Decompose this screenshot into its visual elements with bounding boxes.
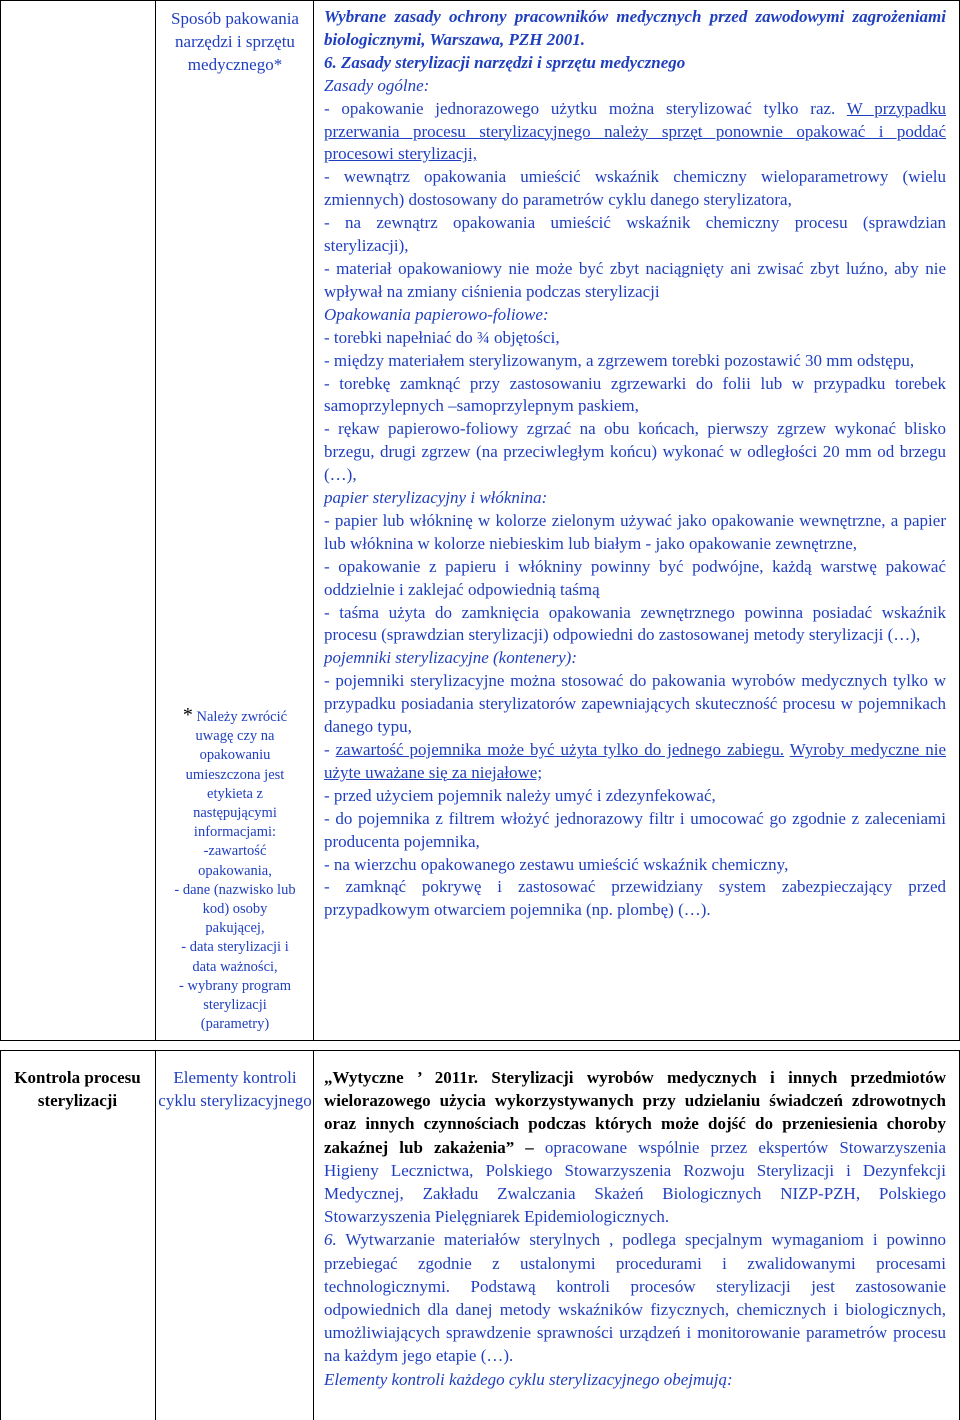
footnote-star: *	[182, 704, 193, 726]
rule-item: - na wierzchu opakowanego zestawu umieścić wskaźnik chemiczny,	[324, 854, 789, 874]
rule-item: - wewnątrz opakowania umieścić wskaźnik chemiczny wieloparametrowy (wielu zmiennych) dostosowany do parametrów cyklu danego sterylizatora,	[324, 167, 946, 210]
left-category-cell	[0, 0, 155, 1040]
cycle-control-cell	[157, 1050, 313, 1420]
rule-item: - przed użyciem pojemnik należy umyć i zdezynfekować,	[324, 785, 716, 805]
rule-item: - materiał opakowaniowy nie może być zbyt naciągnięty ani zwisać zbyt luźno, aby nie wpływał na zmiany ciśnienia podczas sterylizacji	[324, 258, 946, 301]
rule-item: - torebki napełniać do ¾ objętości,	[324, 327, 560, 347]
rule-item: - między materiałem sterylizowanym, a zgrzewem torebki pozostawić 30 mm odstępu,	[324, 350, 915, 370]
note-line: umieszczona jest	[185, 766, 285, 783]
rule-item: - pojemniki sterylizacyjne można stosować do pakowania wyrobów medycznych tylko w przypadku posiadania sterylizatorów zapewniających skuteczność procesu w pojemnikach danego typu,	[324, 671, 946, 737]
table-divider-1	[155, 0, 156, 1040]
rule-item: - torebkę zamknąć przy zastosowaniu zgrzewarki do folii lub w przypadku torebek samoprzylepnych –samoprzylepnym paskiem,	[324, 373, 946, 416]
note-line: następującymi	[193, 805, 277, 822]
cycle-control-title: Elementy kontroli cyklu sterylizacyjnego	[158, 1068, 312, 1110]
note-line: Należy zwrócić	[196, 709, 288, 725]
note-line: kod) osoby	[202, 901, 268, 918]
note-line: - wybrany program	[179, 977, 291, 994]
note-line: data ważności,	[192, 958, 278, 975]
process-control-title: Kontrola procesu sterylizacji	[14, 1068, 141, 1110]
note-line: sterylizacji	[203, 997, 267, 1014]
source-reference: Wybrane zasady ochrony pracowników medycznych przed zawodowymi zagrożeniami biologicznymi, Warszawa, PZH 2001.	[324, 7, 946, 49]
packaging-method-cell	[157, 0, 313, 1040]
note-line: pakującej,	[205, 920, 265, 937]
note-line: opakowaniu	[199, 747, 271, 764]
note-line: opakowania,	[198, 862, 272, 879]
note-line: - data sterylizacji i	[181, 939, 289, 956]
note-line: uwagę czy na	[195, 728, 275, 745]
rule-item: - na zewnątrz opakowania umieścić wskaźnik chemiczny procesu (sprawdzian sterylizacji),	[324, 213, 946, 256]
note-line: informacjami:	[193, 824, 277, 841]
table-divider-4	[313, 1050, 314, 1420]
label-info-note	[157, 706, 313, 1034]
section-title: 6. Zasady sterylizacji narzędzi i sprzętu medycznego	[324, 52, 686, 72]
wrap-heading: papier sterylizacyjny i włóknina:	[324, 488, 548, 508]
rule-item: - rękaw papierowo-foliowy zgrzać na obu końcach, pierwszy zgrzew wykonać blisko brzegu, drugi zgrzew (na przeciwległym końcu) wykonać w odległości 20 mm od brzegu (…),	[324, 419, 946, 485]
table-divider-3	[155, 1050, 156, 1420]
container-heading: pojemniki sterylizacyjne (kontenery):	[324, 648, 578, 668]
paper-foil-heading: Opakowania papierowo-foliowe:	[324, 304, 549, 324]
packaging-method-title: Sposób pakowania narzędzi i sprzętu medycznego*	[171, 9, 299, 74]
rule-item: - opakowanie z papieru i włókniny powinny być podwójne, każdą warstwę pakować oddzielnie i zaklejać odpowiednią taśmą	[324, 556, 946, 599]
guidelines-paragraph: 6. Wytwarzanie materiałów sterylnych , podlega specjalnym wymaganiom i powinno przebiegać zgodnie z ustalonymi procedurami i zwalidowanymi procesami technologicznymi. Podstawą kontroli procesów sterylizacji jest zastosowanie odpowiednich dla danej metody wskaźników fizycznych, chemicznych i biologicznych, umożliwiających sprawdzenie sprawności urządzeń i monitorowanie parametrów procesu na każdym jego etapie (…).	[324, 1230, 946, 1366]
process-control-cell	[0, 1050, 155, 1420]
sterilization-rules-cell	[316, 0, 960, 1040]
guidelines-elements-heading: Elementy kontroli każdego cyklu sterylizacyjnego obejmują:	[324, 1369, 733, 1389]
note-line: etykieta z	[207, 785, 263, 802]
guidelines-cell	[316, 1050, 960, 1420]
general-rules-heading: Zasady ogólne:	[324, 75, 430, 95]
note-line: (parametry)	[200, 1016, 270, 1033]
rule-item: - zawartość pojemnika może być użyta tylko do jednego zabiegu. Wyroby medyczne nie użyte uważane się za niejałowe;	[324, 740, 946, 782]
note-line: - dane (nazwisko lub	[174, 881, 296, 898]
table-row-divider	[0, 1040, 960, 1041]
rule-item: - papier lub włókninę w kolorze zielonym używać jako opakowanie wewnętrzne, a papier lub włóknina w kolorze niebieskim lub białym - jako opakowanie zewnętrzne,	[324, 510, 946, 553]
guidelines-source: „Wytyczne ’ 2011r. Sterylizacji wyrobów medycznych i innych przedmiotów wielorazowego użycia wykorzystywanych przy udzielaniu świadczeń zdrowotnych oraz innych czynnościach podczas których może dojść do przeniesienia choroby zakaźnej lub zakażenia” – opracowane wspólnie przez ekspertów Stowarzyszenia Higieny Lecznictwa, Polskiego Stowarzyszenia Rozwoju Sterylizacji i Dezynfekcji Medycznej, Zakładu Zwalczania Skażeń Biologicznych NIZP-PZH, Polskiego Stowarzyszenia Pielęgniarek Epidemiologicznych.	[324, 1068, 947, 1227]
rule-item: - zamknąć pokrywę i zastosować przewidziany system zabezpieczający przed przypadkowym otwarciem pojemnika (np. plombę) (…).	[324, 877, 946, 920]
rule-item: - do pojemnika z filtrem włożyć jednorazowy filtr i umocować go zgodnie z zaleceniami producenta pojemnika,	[324, 808, 946, 851]
note-line: -zawartość	[203, 843, 267, 860]
rule-item: - taśma użyta do zamknięcia opakowania zewnętrznego powinna posiadać wskaźnik procesu (sprawdzian sterylizacji) odpowiedni do zastosowanej metody sterylizacji (…),	[324, 602, 946, 645]
table-divider-2	[313, 0, 314, 1040]
rule-item: - opakowanie jednorazowego użytku można sterylizować tylko raz. W przypadku przerwania procesu sterylizacyjnego należy sprzęt ponownie opakować i poddać procesowi sterylizacji,	[324, 98, 947, 164]
